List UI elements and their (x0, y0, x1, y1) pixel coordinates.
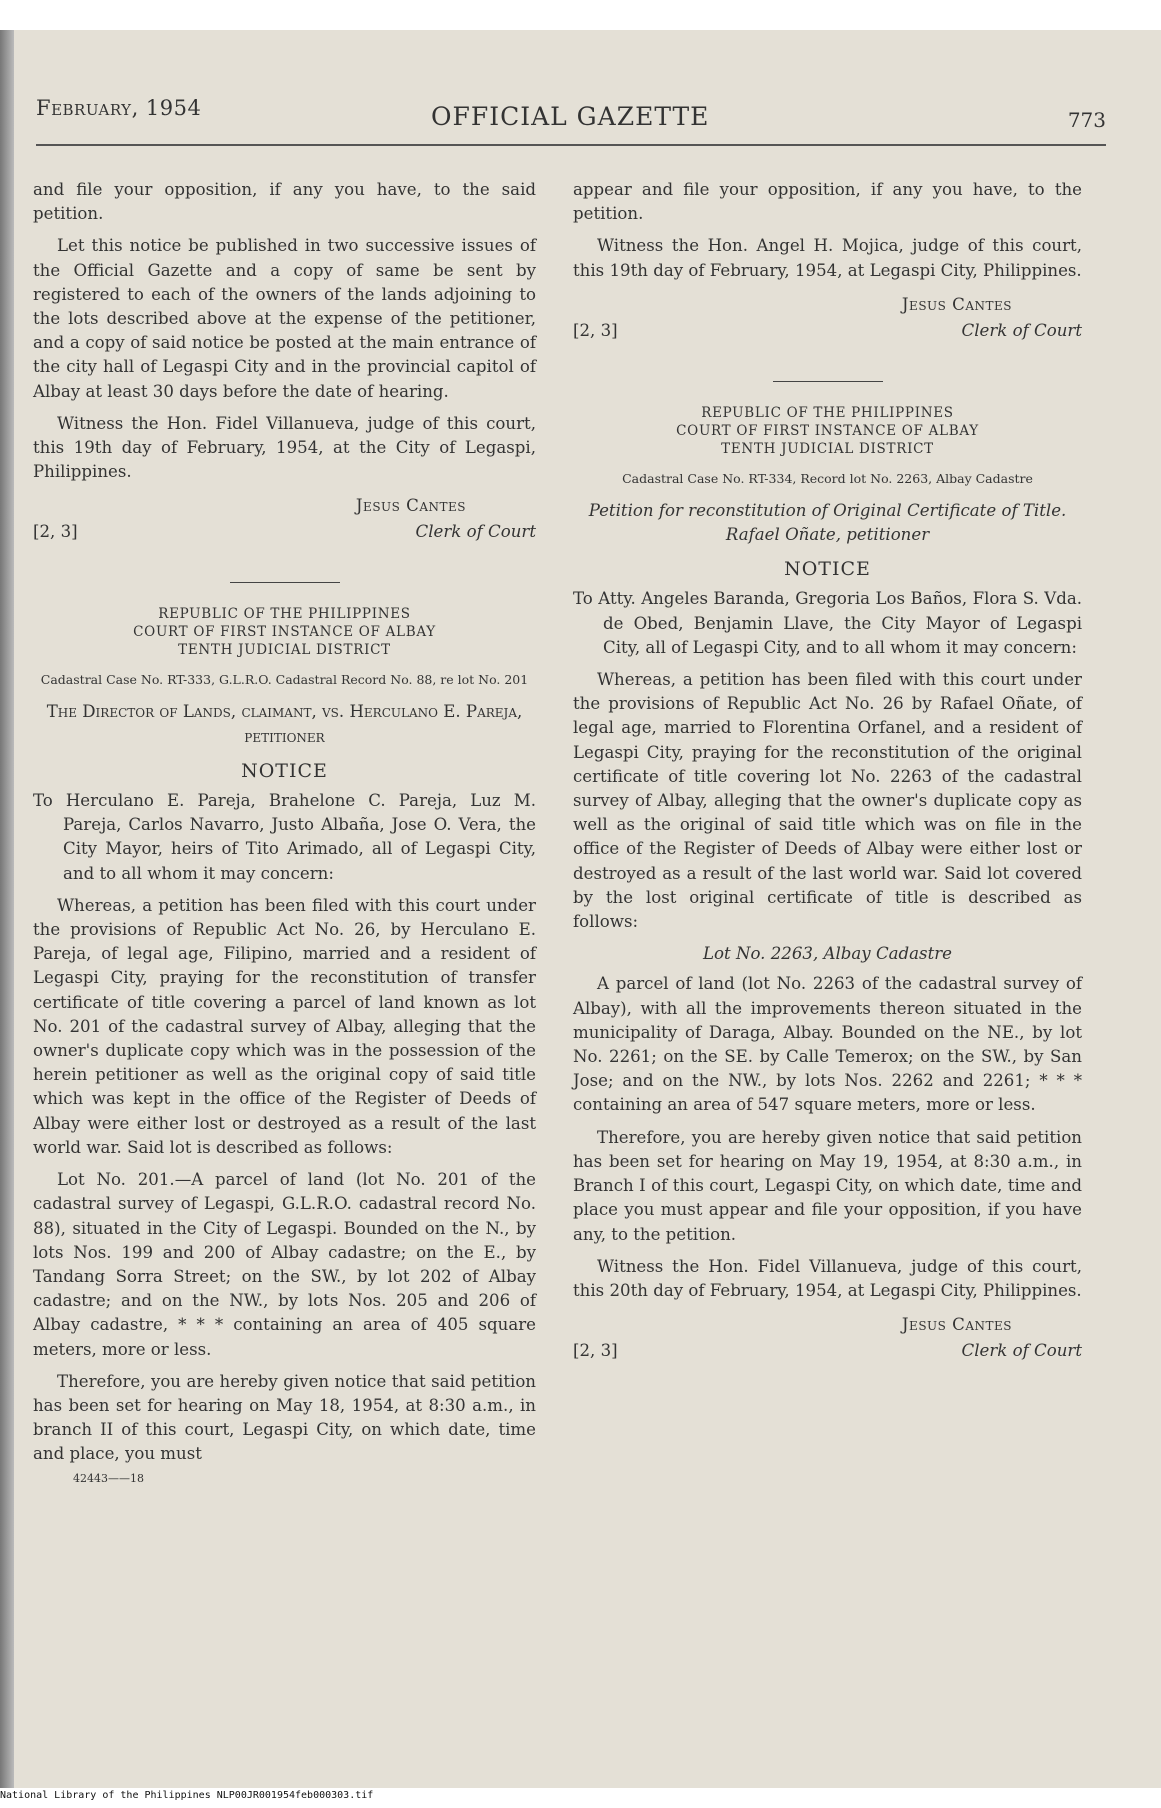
right-signature-block-2 (573, 1313, 1082, 1371)
court-line-1: REPUBLIC OF THE PHILIPPINES (158, 606, 411, 623)
notice-heading: NOTICE (241, 759, 328, 782)
issue-number: [2, 3] (573, 1341, 618, 1361)
scan-footer: National Library of the Philippines NLP00JR001954feb000303.tif (0, 1790, 374, 1801)
court-line-3: TENTH JUDICIAL DISTRICT (721, 440, 934, 457)
page-number: 773 (1067, 108, 1106, 132)
court-heading (573, 404, 1082, 458)
left-signature-block (33, 494, 536, 552)
court-heading (33, 605, 536, 659)
clerk-title: Clerk of Court (415, 522, 536, 542)
right-continued-paragraph: appear and file your opposition, if any you have, to the petition. (573, 180, 1082, 224)
left-column (33, 178, 536, 1491)
case-number: Cadastral Case No. RT-334, Record lot No. 2263, Albay Cadastre (622, 470, 1033, 486)
gazette-page (0, 30, 1161, 1788)
clerk-title: Clerk of Court (961, 320, 1082, 340)
header-title: OFFICIAL GAZETTE (431, 102, 710, 131)
right-column (573, 178, 1082, 1371)
clerk-name: Jesus Cantes (355, 496, 466, 516)
notice-separator (773, 381, 883, 382)
court-line-3: TENTH JUDICIAL DISTRICT (178, 642, 391, 659)
left-continued-paragraph: and file your opposition, if any you have, to the said petition. (33, 180, 536, 224)
lot-description: A parcel of land (lot No. 2263 of the cadastral survey of Albay), with all the improvements thereon situated in the municipality of Daraga, Albay. Bounded on the NE., by lot No. 2261; on the SE. by Calle Temerox; on the SW., by San Jose; and on the NW., by lots Nos. 2262 and 2261; * * * containing an area of 547 square meters, more or less. (573, 974, 1082, 1115)
court-line-2: COURT OF FIRST INSTANCE OF ALBAY (676, 422, 979, 439)
whereas-paragraph: Whereas, a petition has been filed with this court under the provisions of Republic Act No. 26 by Rafael Oñate, of legal age, married to Florentina Orfanel, and a resident of Legaspi City, praying for the reconstitution of the original certificate of title covering lot No. 2263 of the cadastral survey of Albay, alleging that the owner's duplicate copy as well as the original of said title which was on file in the office of the Register of Deeds of Albay were either lost or destroyed as a result of the last world war. Said lot covered by the lost original certificate of title is described as follows: (573, 670, 1082, 932)
notice-heading: NOTICE (784, 558, 871, 581)
lot-heading: Lot No. 2263, Albay Cadastre (703, 944, 952, 964)
hearing-paragraph: Therefore, you are hereby given notice that said petition has been set for hearing on May 19, 1954, at 8:30 a.m., in Branch I of this court, Legaspi City, on which date, time and place you must appear and file your opposition, if you have any, to the petition. (573, 1127, 1082, 1244)
left-witness-paragraph: Witness the Hon. Fidel Villanueva, judge of this court, this 19th day of February, 1954, at the City of Legaspi, Philippines. (33, 413, 536, 482)
page-header (36, 92, 1106, 142)
witness-paragraph: Witness the Hon. Fidel Villanueva, judge of this court, this 20th day of February, 1954, at Legaspi City, Philippines. (573, 1256, 1082, 1300)
issue-number: [2, 3] (33, 522, 78, 542)
clerk-name: Jesus Cantes (901, 294, 1012, 314)
petition-title: Petition for reconstitution of Original Certificate of Title. Rafael Oñate, petitioner (588, 500, 1067, 545)
hearing-paragraph: Therefore, you are hereby given notice that said petition has been set for hearing on May 18, 1954, at 8:30 a.m., in branch II of this court, Legaspi City, on which date, time and place, you must (33, 1371, 536, 1464)
notice-addressees: To Herculano E. Pareja, Brahelone C. Pareja, Luz M. Pareja, Carlos Navarro, Justo Albaña, Jose O. Vera, the City Mayor, heirs of Tito Arimado, all of Legaspi City, and to all whom it may concern: (33, 791, 536, 883)
case-number: Cadastral Case No. RT-333, G.L.R.O. Cadastral Record No. 88, re lot No. 201 (40, 672, 529, 688)
right-witness-paragraph: Witness the Hon. Angel H. Mojica, judge of this court, this 19th day of February, 1954, at Legaspi City, Philippines. (573, 236, 1082, 280)
court-line-2: COURT OF FIRST INSTANCE OF ALBAY (133, 624, 436, 641)
right-signature-block (573, 293, 1082, 351)
notice-separator (230, 582, 340, 583)
header-rule (36, 144, 1106, 146)
notice-addressees: To Atty. Angeles Baranda, Gregoria Los Baños, Flora S. Vda. de Obed, Benjamin Llave, the City Mayor of Legaspi City, all of Legaspi City, and to all whom it may concern: (573, 589, 1082, 657)
case-parties: The Director of Lands, claimant, vs. Herculano E. Pareja, petitioner (46, 702, 523, 746)
clerk-title: Clerk of Court (961, 1341, 1082, 1361)
clerk-name: Jesus Cantes (901, 1315, 1012, 1335)
header-date: February, 1954 (36, 96, 202, 120)
court-line-1: REPUBLIC OF THE PHILIPPINES (701, 404, 954, 421)
binding-edge (0, 30, 14, 1788)
issue-number: [2, 3] (573, 320, 618, 340)
lot-description: Lot No. 201.—A parcel of land (lot No. 201 of the cadastral survey of Legaspi, G.L.R.O. cadastral record No. 88), situated in the City of Legaspi. Bounded on the N., by lots Nos. 199 and 200 of Albay cadastre; on the E., by Tandang Sorra Street; on the SW., by lot 202 of Albay cadastre; and on the NW., by lots Nos. 205 and 206 of Albay cadastre, * * * containing an area of 405 square meters, more or less. (33, 1170, 536, 1359)
left-publication-paragraph: Let this notice be published in two successive issues of the Official Gazette and a copy of same be sent by registered to each of the owners of the lands adjoining to the lots described above at the expense of the petitioner, and a copy of said notice be posted at the main entrance of the city hall of Legaspi City and in the provincial capitol of Albay at least 30 days before the date of hearing. (33, 236, 536, 401)
whereas-paragraph: Whereas, a petition has been filed with this court under the provisions of Republic Act No. 26, by Herculano E. Pareja, of legal age, Filipino, married and a resident of Legaspi City, praying for the reconstitution of transfer certificate of title covering a parcel of land known as lot No. 201 of the cadastral survey of Albay, alleging that the owner's duplicate copy which was in the possession of the herein petitioner as well as the original copy of said title which was kept in the office of the Register of Deeds of Albay were either lost or destroyed as a result of the last world war. Said lot is described as follows: (33, 895, 536, 1157)
print-code: 42443——18 (73, 1471, 144, 1485)
